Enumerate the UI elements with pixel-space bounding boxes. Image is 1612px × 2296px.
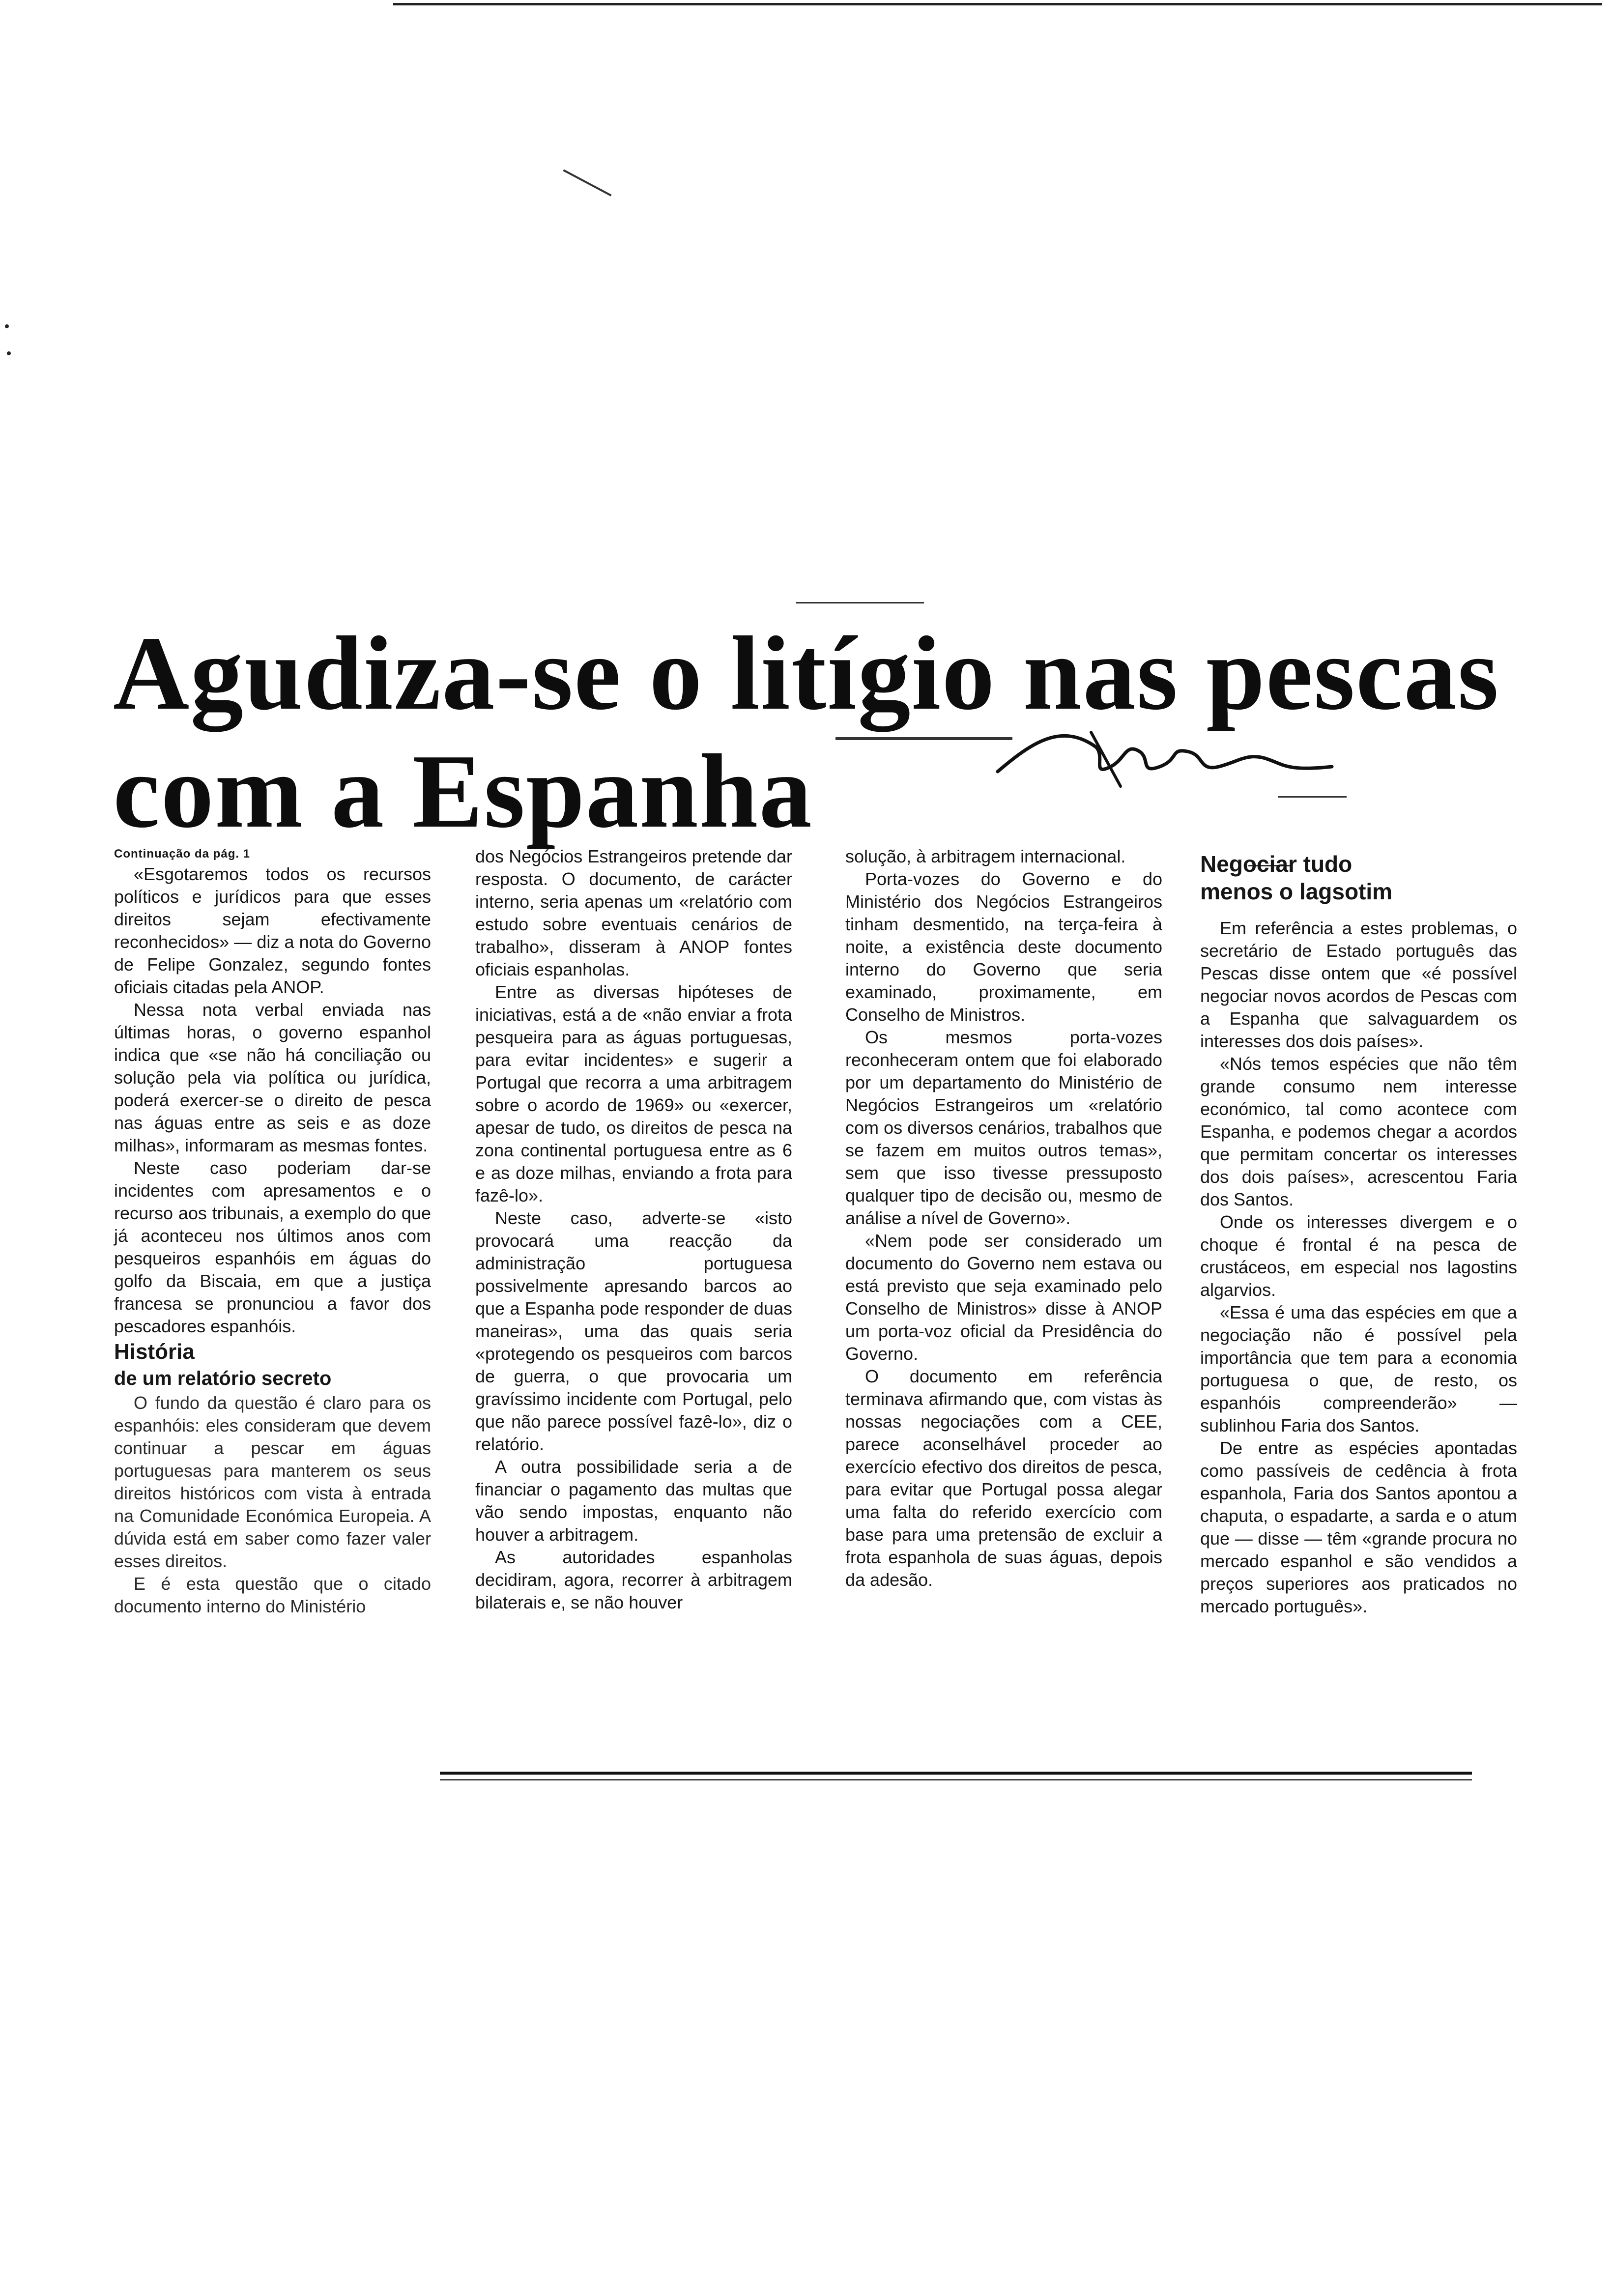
scan-noise [796, 602, 924, 603]
section-subheading: de um relatório secreto [114, 1368, 332, 1389]
article-column-2 [475, 845, 792, 1614]
top-edge-rule [393, 3, 1602, 5]
paragraph: Nessa nota verbal enviada nas últimas horas, o governo espanhol indica que «se não há conciliação ou solução pela via política ou jurídica, poderá exercer-se o direito de pesca nas águas entre as seis e as doze milhas», informaram as mesmas fontes. [114, 1000, 431, 1155]
paragraph: Entre as diversas hipóteses de iniciativas, está a de «não enviar a frota pesqueira para as águas portuguesas, para evitar incidentes» e sugerir a Portugal que recorra a uma arbitragem sobre o acordo de 1969» ou «exercer, apesar de tudo, os direitos de pesca na zona continental portuguesa entre as 6 e as doze milhas, enviando a frota para fazê-lo». [475, 982, 792, 1205]
bottom-rule-secondary [440, 1779, 1472, 1780]
paragraph: «Nem pode ser considerado um documento do Governo nem estava ou está previsto que seja examinado pelo Conselho de Ministros» disse à ANOP um porta-voz oficial da Presidência do Governo. [845, 1231, 1162, 1364]
article-column-4 [1200, 845, 1517, 1618]
article-column-1 [114, 845, 431, 1618]
paragraph: «Essa é uma das espécies em que a negociação não é possível pela importância que tem para a economia portuguesa o que, de resto, os espanhóis compreenderão» — sublinhou Faria dos Santos. [1200, 1302, 1517, 1435]
scan-speck [7, 351, 11, 355]
paragraph: «Nós temos espécies que não têm grande consumo nem interesse económico, tal como acontece com Espanha, e podemos chegar a acordos que permitam concertar os interesses dos dois países», acrescentou Faria dos Santos. [1200, 1054, 1517, 1209]
paragraph: «Esgotaremos todos os recursos políticos e jurídicos para que esses direitos sejam efectivamente reconhecidos» — diz a nota do Governo de Felipe Gonzalez, segundo fontes oficiais citadas pela ANOP. [114, 864, 431, 997]
headline-line-1: Agudiza-se o litígio nas pescas [113, 614, 1500, 732]
scan-mark [563, 169, 611, 196]
paragraph: E é esta questão que o citado documento interno do Ministério [114, 1574, 431, 1616]
sidebar-heading [1200, 850, 1517, 905]
bottom-rule [440, 1772, 1472, 1775]
paragraph: O documento em referência terminava afirmando que, com vistas às nossas negociações com a CEE, parece aconselhável proceder ao exercício efectivo dos direitos de pesca, para evitar que Portugal possa alegar uma falta do referido exercício com base para uma pretensão de excluir a frota espanhola de suas águas, depois da adesão. [845, 1366, 1162, 1590]
paragraph: Em referência a estes problemas, o secretário de Estado português das Pescas disse ontem que «é possível negociar novos acordos de Pescas com a Espanha que salvaguardem os interesses dos dois países». [1200, 918, 1517, 1051]
paragraph: Onde os interesses divergem e o choque é frontal é na pesca de crustáceos, em especial nos lagostins algarvios. [1200, 1212, 1517, 1300]
paragraph: dos Negócios Estrangeiros pretende dar resposta. O documento, de carácter interno, seria apenas um «relatório com estudo sobre eventuais cenários de trabalho», disseram à ANOP fontes oficiais espanholas. [475, 846, 792, 979]
paragraph: As autoridades espanholas decidiram, agora, recorrer à arbitragem bilaterais e, se não houver [475, 1547, 792, 1612]
paragraph: Porta-vozes do Governo e do Ministério dos Negócios Estrangeiros tinham desmentido, na terça-feira à noite, a existência deste documento interno do Governo que seria examinado, proximamente, em Conselho de Ministros. [845, 869, 1162, 1025]
section-heading: História [114, 1340, 195, 1364]
paragraph: Os mesmos porta-vozes reconheceram ontem que foi elaborado por um departamento do Ministério de Negócios Estrangeiros um «relatório com os diversos cenários, trabalhos que se fazem em muitos outros temas», sem que isso tivesse pressuposto qualquer tipo de decisão ou, mesmo de análise a nível de Governo». [845, 1027, 1162, 1228]
paragraph: De entre as espécies apontadas como passíveis de cedência à frota espanhola, Faria dos Santos apontou a chaputa, o espadarte, a sarda e o atum que — disse — têm «grande procura no mercado espanhol e são vendidos a preços superiores aos praticados no mercado português». [1200, 1438, 1517, 1616]
headline-line-2: com a Espanha [113, 732, 813, 850]
paragraph: Neste caso poderiam dar-se incidentes com apresamentos e o recurso aos tribunais, a exemplo do que já aconteceu nos últimos anos com pesqueiros espanhóis em águas do golfo da Biscaia, em que a justiça francesa se pronunciou a favor dos pescadores espanhóis. [114, 1158, 431, 1336]
article-column-3 [845, 845, 1162, 1591]
continuation-note: Continuação da pág. 1 [114, 847, 251, 861]
handwritten-signature [993, 713, 1337, 801]
paragraph: O fundo da questão é claro para os espanhóis: eles consideram que devem continuar a pescar em águas portuguesas para manterem os seus direitos históricos com vista à entrada na Comunidade Económica Europeia. A dúvida está em saber como fazer valer esses direitos. [114, 1393, 431, 1571]
scan-speck [5, 324, 9, 328]
paragraph: A outra possibilidade seria a de financiar o pagamento das multas que vão sendo impostas, enquanto não houver a arbitragem. [475, 1457, 792, 1545]
paragraph: solução, à arbitragem internacional. [845, 846, 1126, 866]
sidebar-heading-line-2: menos o lagsotim [1200, 879, 1393, 904]
sidebar-heading-line-1: Negociar tudo [1200, 851, 1353, 877]
paragraph: Neste caso, adverte-se «isto provocará uma reacção da administração portuguesa possivelmente apresando barcos ao que a Espanha pode responder de duas maneiras», uma das quais seria «protegendo os pesqueiros com barcos de guerra, o que provocaria um gravíssimo incidente com Portugal, pelo que não parece possível fazê-lo», diz o relatório. [475, 1208, 792, 1454]
